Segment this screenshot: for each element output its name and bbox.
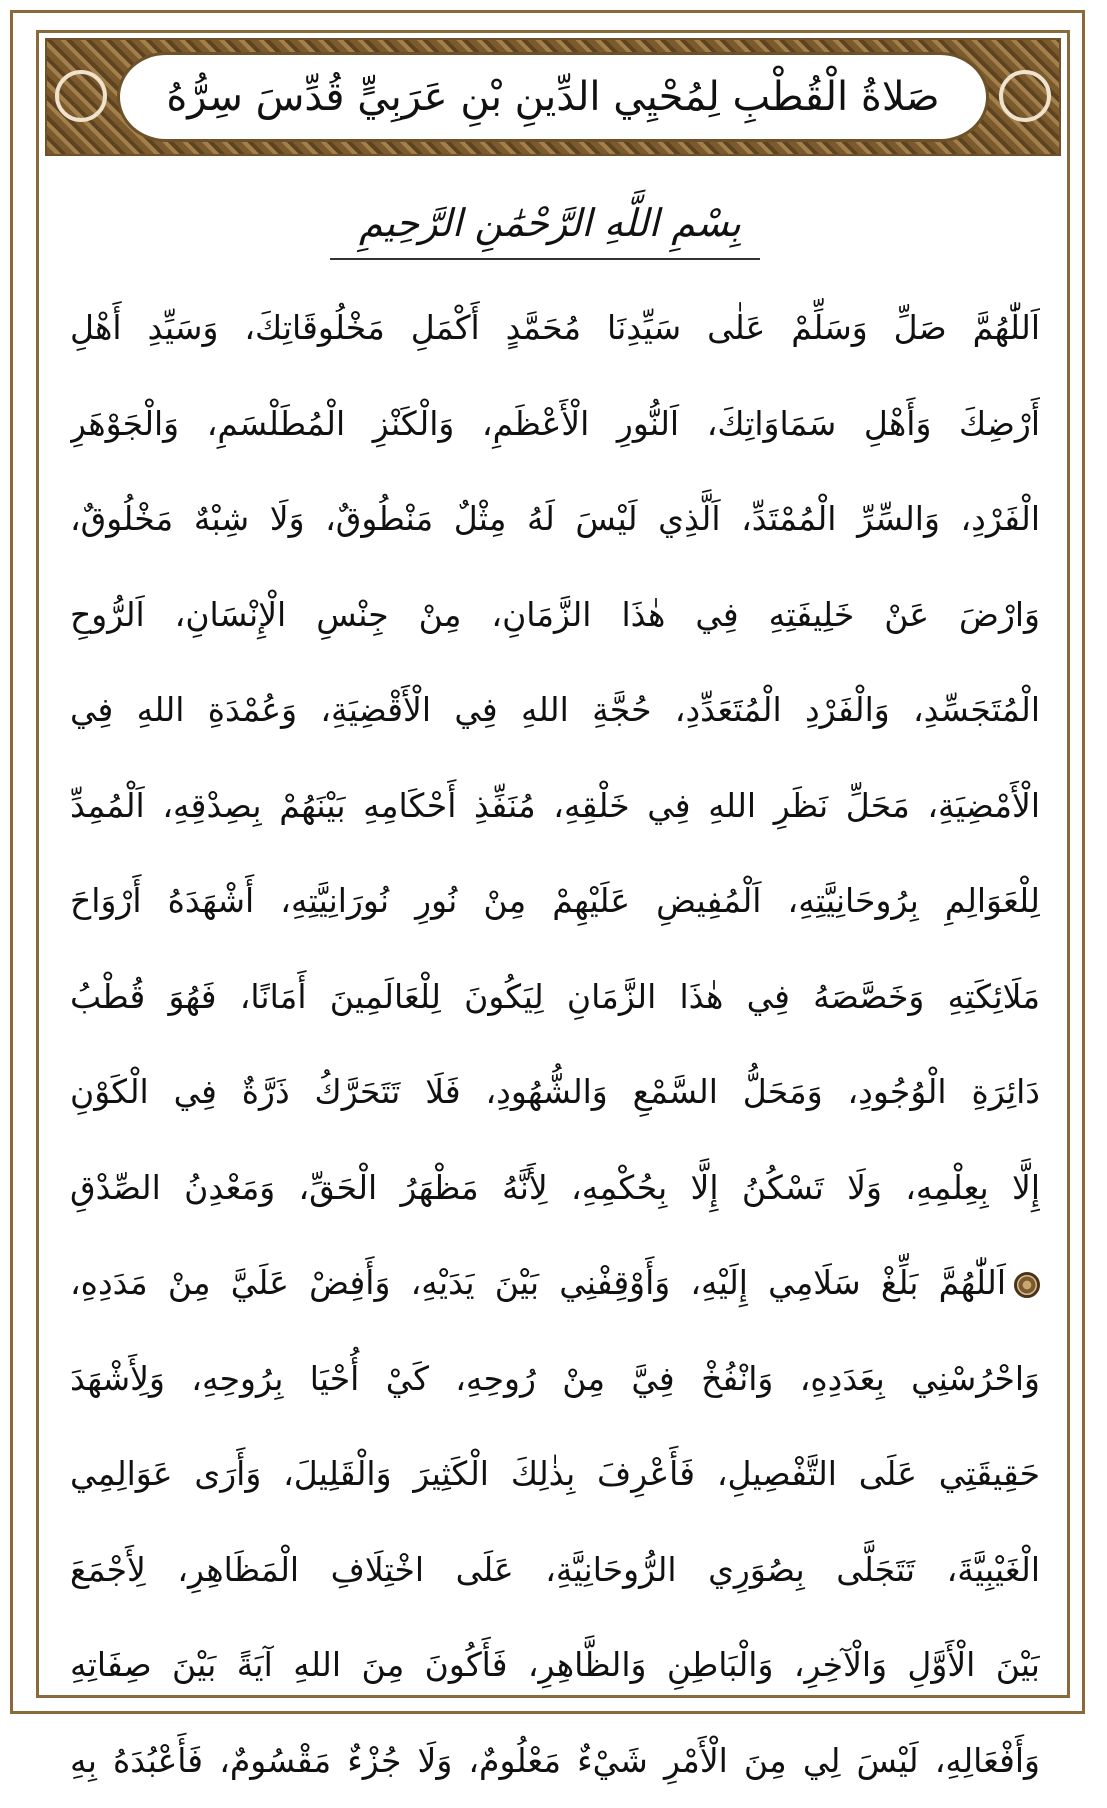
title-panel — [117, 52, 989, 142]
text-line: الْفَرْدِ، وَالسِّرِّ الْمُمْتَدِّ، اَلَّذِي لَيْسَ لَهُ مِثْلٌ مَنْطُوقٌ، وَلَا شِبْهٌ مَخْلُوقٌ، — [70, 471, 1040, 567]
rosette-icon — [1014, 1272, 1040, 1298]
text-line: مَلَائِكَتِهِ وَخَصَّصَهُ فِي هٰذَا الزَّمَانِ لِيَكُونَ لِلْعَالَمِينَ أَمَانًا، فَهُوَ قُطْبُ — [70, 949, 1040, 1045]
text-line: اَللّٰهُمَّ صَلِّ وَسَلِّمْ عَلٰى سَيِّدِنَا مُحَمَّدٍ أَكْمَلِ مَخْلُوقَاتِكَ، وَسَيِّدِ أَهْلِ — [70, 280, 1040, 376]
text-line: وَارْضَ عَنْ خَلِيفَتِهِ فِي هٰذَا الزَّمَانِ، مِنْ جِنْسِ الْإِنْسَانِ، اَلرُّوحِ — [70, 567, 1040, 663]
basmala-text: بِسْمِ اللَّهِ الرَّحْمَٰنِ الرَّحِيمِ — [359, 201, 741, 245]
arabesque-ornament-icon — [55, 70, 107, 122]
basmala-underline — [330, 258, 760, 260]
text-line: بَيْنَ الْأَوَّلِ وَالْآخِرِ، وَالْبَاطِنِ وَالظَّاهِرِ، فَأَكُونَ مِنَ اللهِ آيَةً بَيْنَ صِفَاتِهِ — [70, 1617, 1040, 1713]
text-line: الْأَمْضِيَةِ، مَحَلِّ نَظَرِ اللهِ فِي خَلْقِهِ، مُنَفِّذِ أَحْكَامِهِ بَيْنَهُمْ بِصِدْقِهِ، اَلْمُمِدِّ — [70, 758, 1040, 854]
title-ornament-band — [45, 38, 1061, 156]
text-line: وَأَفْعَالِهِ، لَيْسَ لِي مِنَ الْأَمْرِ شَيْءٌ مَعْلُومٌ، وَلَا جُزْءٌ مَقْسُومٌ، فَأَعْبُدَهُ بِهِ — [70, 1713, 1040, 1808]
text-line: أَرْضِكَ وَأَهْلِ سَمَاوَاتِكَ، اَلنُّورِ الْأَعْظَمِ، وَالْكَنْزِ الْمُطَلْسَمِ، وَالْجَوْهَرِ — [70, 376, 1040, 472]
page-title: صَلاةُ الْقُطْبِ لِمُحْيِي الدِّينِ بْنِ عَرَبِيٍّ قُدِّسَ سِرُّهُ — [166, 74, 939, 120]
text-line: لِلْعَوَالِمِ بِرُوحَانِيَّتِهِ، اَلْمُفِيضِ عَلَيْهِمْ مِنْ نُورِ نُورَانِيَّتِهِ، أَشْهَدَهُ أَرْوَاحَ — [70, 853, 1040, 949]
text-line-segment: اَللّٰهُمَّ بَلِّغْ سَلَامِي إِلَيْهِ، وَأَوْقِفْنِي بَيْنَ يَدَيْهِ، وَأَفِضْ عَلَيَّ مِنْ مَدَدِهِ، — [70, 1263, 1006, 1302]
text-line: الْغَيْبِيَّةَ، تَتَجَلَّى بِصُوَرِي الرُّوحَانِيَّةِ، عَلَى اخْتِلَافِ الْمَظَاهِرِ، لِأَجْمَعَ — [70, 1522, 1040, 1618]
basmala-calligraphy — [300, 178, 800, 268]
text-line-with-rosette — [70, 1235, 1040, 1331]
text-line: الْمُتَجَسِّدِ، وَالْفَرْدِ الْمُتَعَدِّدِ، حُجَّةِ اللهِ فِي الْأَقْضِيَةِ، وَعُمْدَةِ اللهِ فِي — [70, 662, 1040, 758]
arabesque-ornament-icon — [999, 70, 1051, 122]
prayer-text — [70, 280, 1040, 1808]
text-line: دَائِرَةِ الْوُجُودِ، وَمَحَلُّ السَّمْعِ وَالشُّهُودِ، فَلَا تَتَحَرَّكُ ذَرَّةٌ فِي الْكَوْنِ — [70, 1044, 1040, 1140]
text-line: وَاحْرُسْنِي بِعَدَدِهِ، وَانْفُخْ فِيَّ مِنْ رُوحِهِ، كَيْ أُحْيَا بِرُوحِهِ، وَلِأَشْهَدَ — [70, 1331, 1040, 1427]
text-line: إِلَّا بِعِلْمِهِ، وَلَا تَسْكُنُ إِلَّا بِحُكْمِهِ، لِأَنَّهُ مَظْهَرُ الْحَقِّ، وَمَعْدِنُ الصِّدْقِ — [70, 1140, 1040, 1236]
text-line: حَقِيقَتِي عَلَى التَّفْصِيلِ، فَأَعْرِفَ بِذٰلِكَ الْكَثِيرَ وَالْقَلِيلَ، وَأَرَى عَوَالِمِي — [70, 1426, 1040, 1522]
